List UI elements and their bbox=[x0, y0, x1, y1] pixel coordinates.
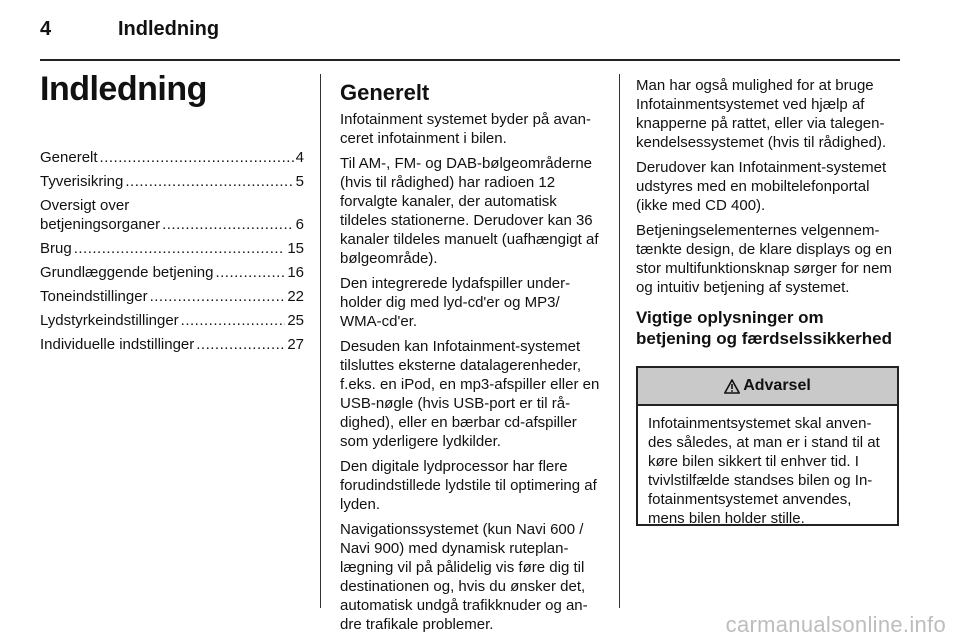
warning-text: Infotainmentsystemet skal anvendes således, at man er i stand til at køre bilen sikkert til enhver tid. I tvivlstilfælde standses bilen og Infotainmentsystemet anvendes, mens bilen holder stille. bbox=[648, 415, 880, 527]
toc-entry-title: Toneindstillinger bbox=[40, 288, 148, 305]
body-paragraph: Man har også mulighed for at bruge Infotainmentsystemet ved hjælp af knapperne på rattet, eller via talegenkendelsessystemet (hvis til rådighed). bbox=[636, 77, 887, 151]
toc-entry-title-continued: betjeningsorganer bbox=[40, 216, 161, 233]
body-paragraph: Til AM-, FM- og DAB-bølgeområderne (hvis til rådighed) har radioen 12 forvalgte kanaler, der automatisk tildeles stationerne. Derudover kan 36 kanaler tildeles manuelt (uafhængigt af bølgeområde). bbox=[340, 155, 599, 267]
warning-triangle-icon bbox=[724, 379, 740, 394]
table-of-contents bbox=[40, 148, 304, 359]
toc-entry[interactable] bbox=[40, 148, 304, 167]
toc-entry[interactable] bbox=[40, 263, 304, 282]
toc-page-number: 15 bbox=[287, 240, 304, 257]
generelt-column bbox=[340, 80, 603, 640]
body-paragraph: Infotainment systemet byder på avanceret infotainment i bilen. bbox=[340, 111, 591, 147]
toc-entry-title: Individuelle indstillinger bbox=[40, 336, 195, 353]
toc-page-number: 16 bbox=[287, 264, 304, 281]
toc-entry-title: Brug bbox=[40, 240, 72, 257]
warning-title: Advarsel bbox=[743, 377, 811, 394]
subheading-line: betjening og færdselssikkerhed bbox=[636, 329, 893, 348]
toc-page-number: 5 bbox=[295, 173, 304, 190]
toc-leader-dots bbox=[150, 287, 286, 306]
toc-leader-dots bbox=[215, 263, 285, 282]
toc-entry[interactable] bbox=[40, 172, 304, 191]
column-divider bbox=[320, 74, 321, 608]
toc-entry[interactable] bbox=[40, 311, 304, 330]
running-header-title: Indledning bbox=[118, 18, 220, 40]
body-paragraph: Den integrerede lydafspiller underholder dig med lyd-cd'er og MP3/ WMA-cd'er. bbox=[340, 275, 571, 330]
toc-entry-title: Lydstyrkeindstillinger bbox=[40, 312, 179, 329]
warning-header bbox=[638, 368, 897, 406]
body-paragraph: Desuden kan Infotainment-systemet tilsluttes eksterne datalagerenheder, f.eks. en iPod, en mp3-afspiller eller en USB-nøgle (hvis USB-port er til rådighed), eller en bærbar cd-afspiller som yderligere lydkilder. bbox=[340, 338, 600, 450]
body-paragraph: Den digitale lydprocessor har flere forudindstillede lydstile til optimering af lyden. bbox=[340, 458, 597, 513]
toc-entry[interactable] bbox=[40, 335, 304, 354]
chapter-title: Indledning bbox=[40, 70, 207, 108]
toc-page-number: 25 bbox=[287, 312, 304, 329]
header-divider bbox=[40, 59, 900, 61]
toc-entry[interactable] bbox=[40, 287, 304, 306]
toc-page-number: 6 bbox=[295, 216, 304, 233]
subheading-line: Vigtige oplysninger om bbox=[636, 308, 824, 327]
body-paragraph: Navigationssystemet (kun Navi 600 / Navi 900) med dynamisk ruteplanlægning vil på pålidelig vis føre dig til destinationen og, hvis du ønsker det, automatisk undgå trafikknuder og andre trafikale problemer. bbox=[340, 521, 588, 633]
toc-entry-title: Grundlæggende betjening bbox=[40, 264, 214, 281]
toc-page-number: 4 bbox=[295, 149, 304, 166]
page-number: 4 bbox=[40, 18, 52, 40]
toc-leader-dots bbox=[100, 148, 294, 167]
toc-entry[interactable] bbox=[40, 196, 304, 234]
toc-leader-dots bbox=[181, 311, 286, 330]
toc-entry-title: Oversigt over bbox=[40, 197, 130, 214]
watermark-text: carmanualsonline.info bbox=[725, 612, 946, 637]
toc-leader-dots bbox=[74, 239, 286, 258]
subheading bbox=[636, 307, 901, 349]
body-paragraph: Betjeningselementernes velgennemtænkte design, de klare displays og en stor multifunktionsknap sørger for nem og intuitiv betjening af systemet. bbox=[636, 222, 892, 296]
warning-box bbox=[636, 366, 899, 526]
toc-leader-dots bbox=[162, 215, 294, 234]
section-title: Generelt bbox=[340, 80, 430, 105]
toc-entry-title: Tyverisikring bbox=[40, 173, 124, 190]
toc-page-number: 22 bbox=[287, 288, 304, 305]
toc-leader-dots bbox=[196, 335, 285, 354]
toc-leader-dots bbox=[125, 172, 293, 191]
right-column bbox=[636, 76, 901, 349]
toc-entry-title: Generelt bbox=[40, 149, 98, 166]
body-paragraph: Derudover kan Infotainment-systemet udstyres med en mobiltelefonportal (ikke med CD 400). bbox=[636, 159, 887, 214]
column-divider bbox=[619, 74, 620, 608]
toc-entry[interactable] bbox=[40, 239, 304, 258]
toc-page-number: 27 bbox=[287, 336, 304, 353]
